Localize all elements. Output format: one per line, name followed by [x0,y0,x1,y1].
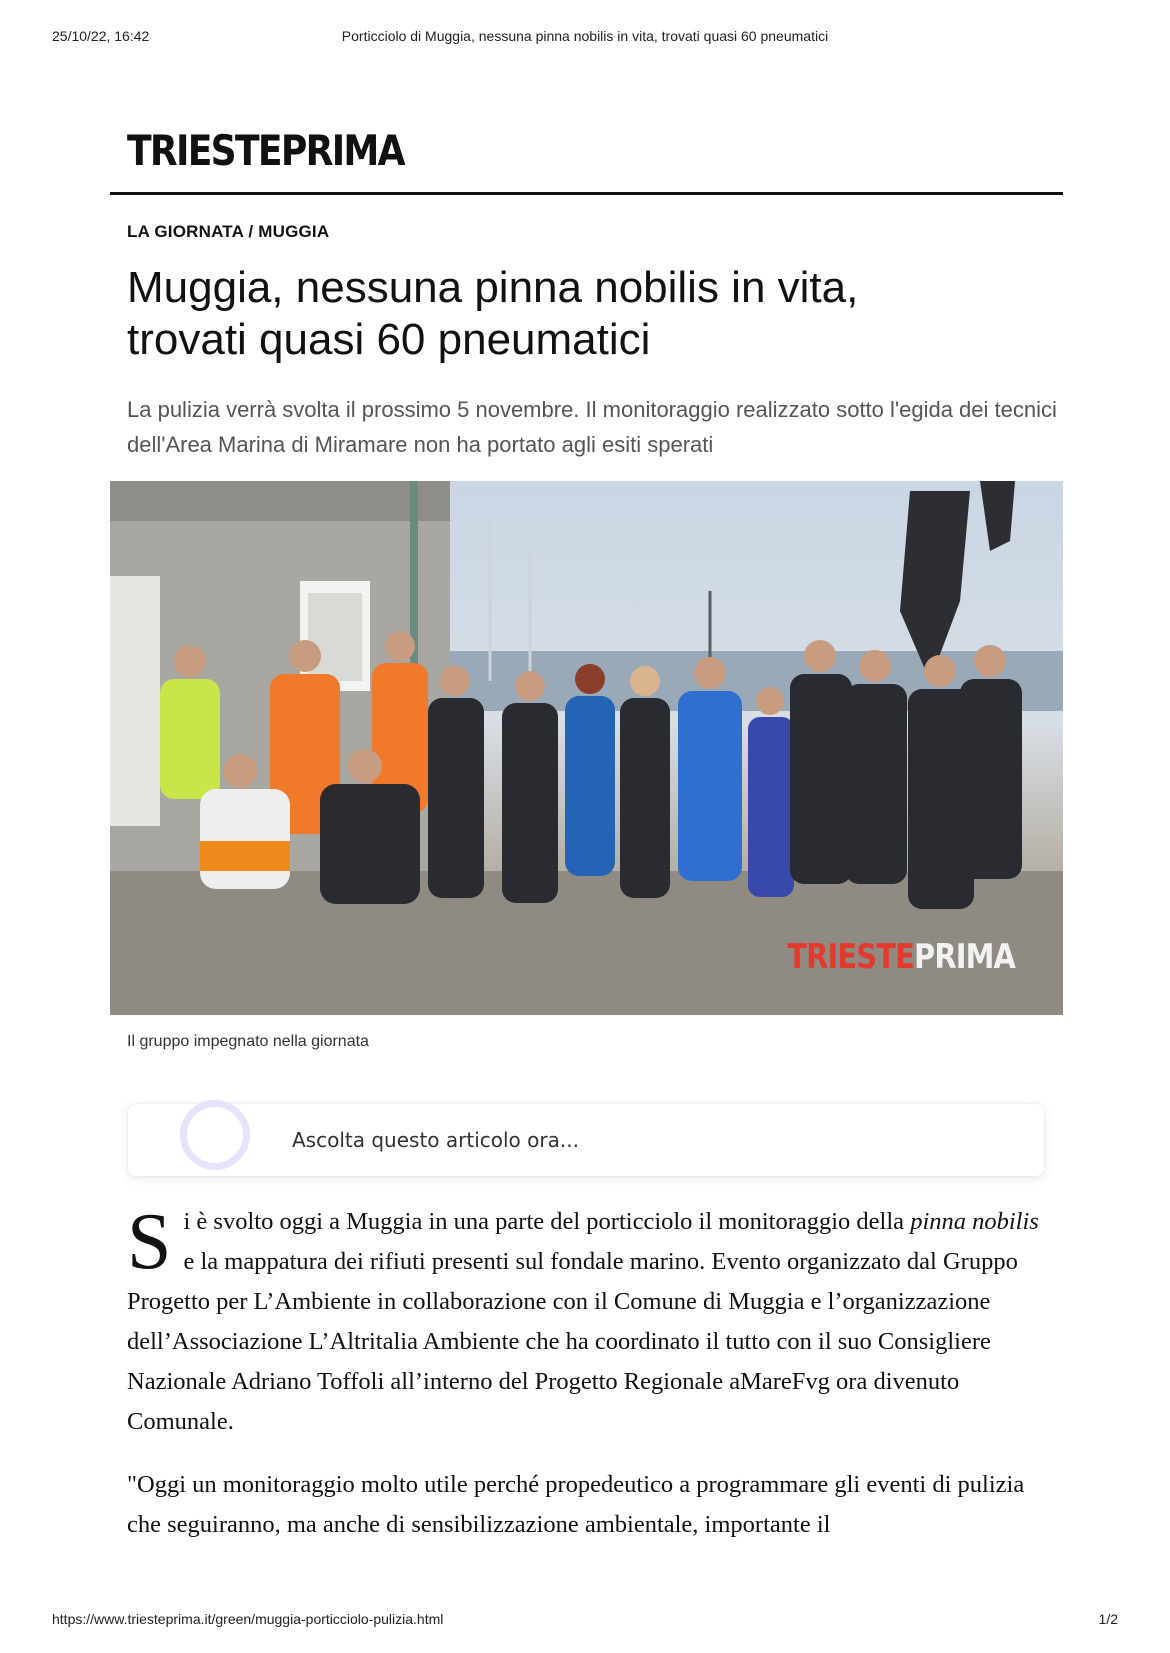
drop-cap: S [127,1198,172,1286]
photo-watermark-logo: TRIESTEPRIMA [787,937,1015,977]
print-page-title: Porticciolo di Muggia, nessuna pinna nobilis in vita, trovati quasi 60 pneumatici [341,28,829,44]
species-name: pinna nobilis [910,1208,1039,1235]
article-paragraph-1: Si è svolto oggi a Muggia in una parte del porticciolo il monitoraggio della pinna nobilis e la mappatura dei rifiuti presenti sul fondale marino. Evento organizzato dal Gruppo Progetto per L’Ambiente in collaborazione con il Comune di Muggia e l’organizzazione dell’Associazione L’Altritalia Ambiente che ha coordinato il tutto con il suo Consigliere Nazionale Adriano Toffoli all’interno del Progetto Regionale aMareFvg ora divenuto Comunale. [127,1198,1039,1435]
headline-line-2: trovati quasi 60 pneumatici [127,315,651,364]
print-header [52,28,1118,48]
play-icon[interactable] [180,1100,250,1170]
site-logo[interactable]: TRIESTEPRIMA [127,126,404,175]
header-divider [110,192,1063,195]
headline-line-1: Muggia, nessuna pinna nobilis in vita, [127,263,859,312]
breadcrumb [127,222,329,242]
breadcrumb-item-la-giornata[interactable]: LA GIORNATA [127,222,244,241]
article-subtitle: La pulizia verrà svolta il prossimo 5 novembre. Il monitoraggio realizzato sotto l'egida dei tecnici dell'Area Marina di Miramare non ha portato agli esiti sperati [127,397,1057,457]
breadcrumb-item-muggia[interactable]: MUGGIA [258,222,330,241]
article-photo[interactable] [110,481,1063,1015]
listen-article-player[interactable] [128,1104,1044,1176]
article-paragraph-2: "Oggi un monitoraggio molto utile perché propedeutico a programmare gli eventi di pulizia che seguiranno, ma anche di sensibilizzazione ambientale, importante il [127,1471,1025,1538]
breadcrumb-separator: / [243,222,259,241]
group-photo-illustration [110,481,1063,1015]
print-datetime: 25/10/22, 16:42 [52,28,150,44]
photo-caption: Il gruppo impegnato nella giornata [127,1033,369,1050]
print-url: https://www.triesteprima.it/green/muggia-porticciolo-pulizia.html [52,1611,444,1627]
print-page-number: 1/2 [1098,1611,1118,1627]
listen-label: Ascolta questo articolo ora... [292,1128,579,1152]
article-headline [127,262,1047,366]
